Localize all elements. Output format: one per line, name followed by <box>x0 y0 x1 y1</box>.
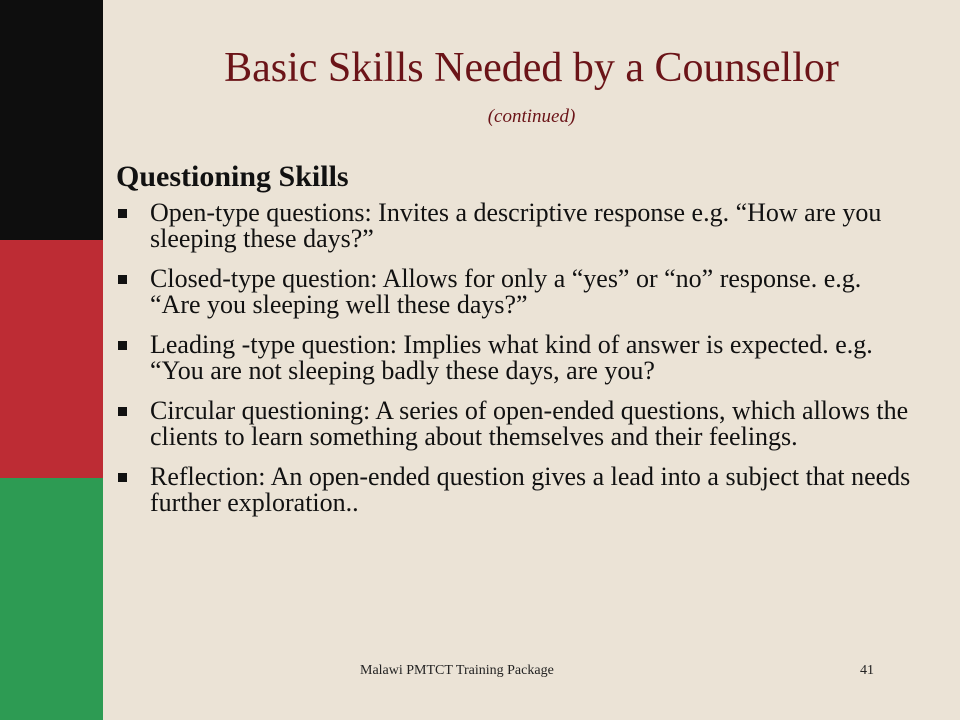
bullet-text: Open-type questions: Invites a descriptive response e.g. “How are you sleeping these days?” <box>150 198 882 253</box>
bullet-item <box>116 464 916 516</box>
slide-title: Basic Skills Needed by a Counsellor <box>224 45 839 91</box>
square-bullet-icon <box>118 341 127 350</box>
square-bullet-icon <box>118 473 127 482</box>
bullet-text: Leading -type question: Implies what kind of answer is expected. e.g. “You are not sleeping badly these days, are you? <box>150 330 873 385</box>
bullet-item <box>116 398 916 450</box>
footer-text: Malawi PMTCT Training Package <box>360 663 554 678</box>
bullet-item <box>116 200 916 252</box>
bullet-item <box>116 266 916 318</box>
slide-subtitle: (continued) <box>487 106 576 127</box>
side-band-red <box>0 240 103 478</box>
square-bullet-icon <box>118 275 127 284</box>
bullet-text: Circular questioning: A series of open-ended questions, which allows the clients to learn something about themselves and their feelings. <box>150 396 909 451</box>
bullet-item <box>116 332 916 384</box>
side-band-green <box>0 478 103 720</box>
section-heading: Questioning Skills <box>116 160 349 193</box>
square-bullet-icon <box>118 209 127 218</box>
bullet-list <box>116 200 916 530</box>
square-bullet-icon <box>118 407 127 416</box>
page-number: 41 <box>860 663 874 678</box>
side-band-black <box>0 0 103 240</box>
bullet-text: Closed-type question: Allows for only a “yes” or “no” response. e.g. “Are you sleeping well these days?” <box>150 264 862 319</box>
bullet-text: Reflection: An open-ended question gives a lead into a subject that needs further exploration.. <box>150 462 911 517</box>
